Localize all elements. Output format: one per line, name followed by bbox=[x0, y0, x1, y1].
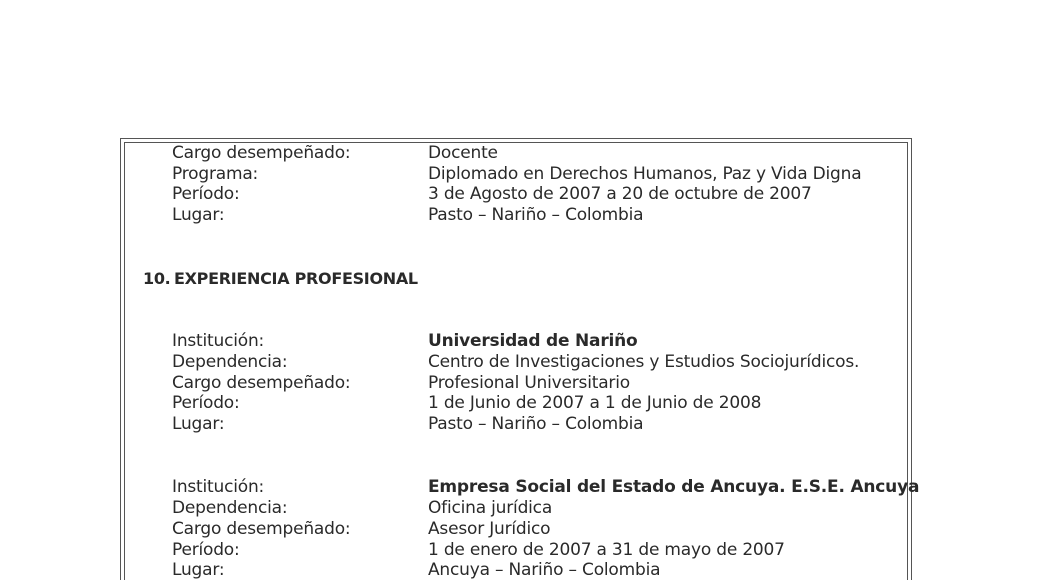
field-value: 1 de enero de 2007 a 31 de mayo de 2007 bbox=[428, 540, 785, 560]
field-value: 1 de Junio de 2007 a 1 de Junio de 2008 bbox=[428, 393, 762, 413]
section-number: 10. bbox=[143, 269, 171, 288]
field-value: Profesional Universitario bbox=[428, 373, 630, 393]
field-label: Lugar: bbox=[172, 205, 225, 225]
section-heading bbox=[143, 268, 418, 289]
field-value: Empresa Social del Estado de Ancuya. E.S.E. Ancuya bbox=[428, 477, 920, 497]
field-label: Dependencia: bbox=[172, 352, 288, 372]
field-label: Cargo desempeñado: bbox=[172, 373, 351, 393]
field-value: Centro de Investigaciones y Estudios Sociojurídicos. bbox=[428, 352, 860, 372]
field-label: Período: bbox=[172, 393, 240, 413]
field-label: Programa: bbox=[172, 164, 259, 184]
field-label: Dependencia: bbox=[172, 498, 288, 518]
field-value: Pasto – Nariño – Colombia bbox=[428, 414, 644, 434]
field-value: Oficina jurídica bbox=[428, 498, 553, 518]
field-label: Cargo desempeñado: bbox=[172, 519, 351, 539]
field-value: Pasto – Nariño – Colombia bbox=[428, 205, 644, 225]
field-label: Cargo desempeñado: bbox=[172, 143, 351, 163]
field-value: Asesor Jurídico bbox=[428, 519, 551, 539]
section-title: EXPERIENCIA PROFESIONAL bbox=[174, 269, 418, 288]
field-value: Universidad de Nariño bbox=[428, 331, 638, 351]
field-value: Ancuya – Nariño – Colombia bbox=[428, 560, 661, 580]
field-value: Docente bbox=[428, 143, 498, 163]
field-label: Período: bbox=[172, 184, 240, 204]
field-label: Lugar: bbox=[172, 414, 225, 434]
field-label: Lugar: bbox=[172, 560, 225, 580]
field-label: Institución: bbox=[172, 477, 265, 497]
field-value: 3 de Agosto de 2007 a 20 de octubre de 2007 bbox=[428, 184, 812, 204]
field-value: Diplomado en Derechos Humanos, Paz y Vida Digna bbox=[428, 164, 862, 184]
field-label: Institución: bbox=[172, 331, 265, 351]
field-label: Período: bbox=[172, 540, 240, 560]
